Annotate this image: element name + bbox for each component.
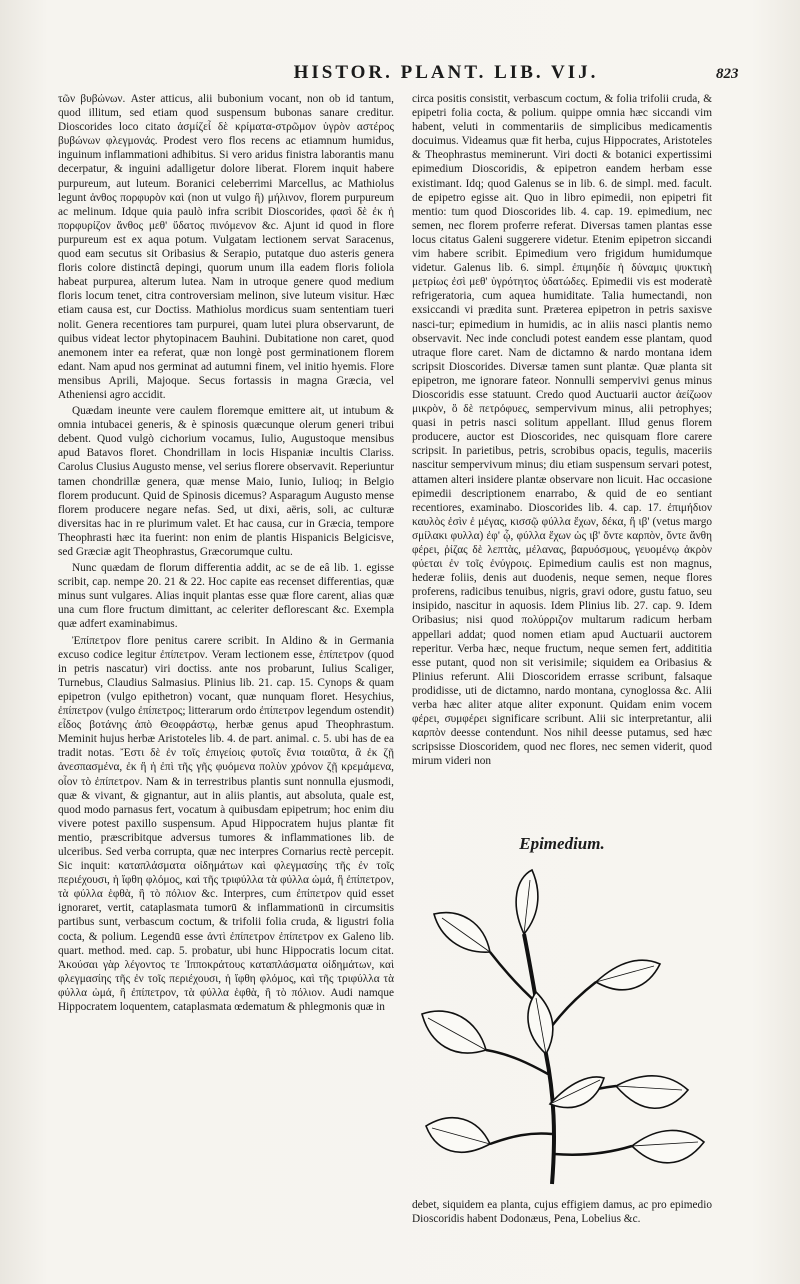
left-text-column xyxy=(58,92,394,1272)
epimedium-woodcut-illustration xyxy=(420,864,710,1194)
paragraph: Ἐπίπετρον flore penitus carere scribit. In Aldino & in Germania excuso codice legitur ἐπίπετρον. Veram lectionem esse, ἐπίπετρον (quod in petris nascatur) viri doctiss. ante nos probarunt, Iulius Scaliger, Turnebus, Claudius Salmasius. Plinius lib. 21. cap. 15. Cynops & quam epipetron (vulgo epithetron) vocant, quæ nunquam floret. Hesychius, ἐπίπετρον (vulgo ἐπίπετρος; litterarum ordo ἐπίπετρον legendum ostendit) εἶδος βοτάνης ἀπὸ Θεοφράστῳ, herbæ genus apud Theophrastum. Meminit hujus herbæ Aristoteles lib. 4. de part. animal. c. 5. ubi has de ea tradit notas. Ἔστι δὲ ἐν τοῖς ἐπιγείοις φυτοῖς ἔνια τοιαῦτα, ἃ ἐκ ζῇ ἀνεσπασμένα, ἐκ ἢ ἡ ἐπὶ τῆς γῆς φυόμενα πολὺν χρόνον ζῇ κρεμάμενα, οἷον τὸ ἐπίπετρον. Nam & in terrestribus plantis sunt nonnulla ejusmodi, quæ & vivant, & gignantur, aut in aliis plantis, aut absoluta, quale est, quod modo parnasus fert, vocatum à quibusdam epipetrum; hoc enim diu vivere potest paxillo suspensum. Apud Hippocratem hujus plantæ fit mentio, præscribitque adversus tumores & inflammationes lib. de ulceribus. Sed verba corrupta, quæ nec interpres Cornarius rectè percepit. Sic inquit: καταπλάσματα οἰδημάτων καὶ φλεγμασίης τῆς ἐν τοῖς περιέχουσι, ἡ ἴφθη φλόμος, καὶ τῆς τριφύλλα τὰ φύλλα ὠμά, ἢ ἐπίπετρον, τὰ φύλλα ἑφθὰ, ἢ τὸ πόλιον &c. Interpres, cum ἐπίπετρον quid esset ignoraret, vertit, cataplasmata tumorū & inflammationū in circumsitis partibus sunt, verbascum coctum, & trifolii folia cruda, & ligustri folia cocta, & polium. Legendū esse ἀντὶ ἐπίπετρον ἐπίπετρον ex Galeno lib. quart. method. med. cap. 5. probatur, ubi hunc Hippocratis locum citat. Ἀκούσαι γὰρ λέγοντος τε Ἱπποκράτους καταπλάσματα οἰδημάτων, καὶ φλεγμασίης τῆς ἐν τοῖς περιέχουσι, ἡ ἴφθη φλόμος, καὶ τῆς τριφύλλα τὰ φύλλα ὠμά, ἢ ἐπίπετρον, τὰ φύλλα ἑφθὰ, ἢ τὸ πόλιον. Audi namque Hippocratem loquentem, cataplasmata œdematum & phlegmonis quæ in xyxy=(58,634,394,1013)
right-text-column xyxy=(412,92,712,832)
running-head: HISTOR. PLANT. LIB. VIJ. xyxy=(293,62,599,83)
paragraph: Quædam ineunte vere caulem floremque emittere ait, ut intubum & omnia intubacei generis, & è spinosis quæcunque olerum generi tribui debent. Quod vulgò cichorium vocamus, Iulio, Augustoque mensibus apud Batavos floret. Chondrillam in locis Hispaniæ incultis Clariss. Carolus Clusius Augusto mense, vel serius florere observavit. Reperiuntur tamen chondrillæ genera, quæ mense Maio, Iunio, Iulioq; in Belgio florem producunt. Quid de Spinosis dicemus? Asparagum Augusto mense florem producere negare nefas. Sed, ut dixi, aëris, soli, ac culturæ diversitas hac in re plurimum valet. Et hac causa, cur in Græcia, tempore Theophrasti hæc ita fuerint: non enim de plantis Hispanicis Belgicisve, sed Græciæ agit Theophrastus, Græcorumque cultu. xyxy=(58,405,394,558)
figure-title: Epimedium. xyxy=(519,834,605,853)
paragraph: τῶν βυβώνων. Aster atticus, alii bubonium vocant, non ob id tantum, quod illitum, sed etiam quod suspensum bubonas sanare creditur. Dioscorides loco citato ἀσμίζεἷ δὲ κρίματα-στρῶμον ὑγρὸν αστέρος βυβώνων φλεγμονάς. Prodest vero flos recens ac etiamnum humidus, inguinum inflammationi adhibitus. Si vero aridus finistra laborantis manu decerpatur, & inguini adalligetur dolore liberat. Florem inquit habere purpureum, aut luteum. Boranici celeberrimi Marcellus, ac Mathiolus legunt ἀνθος πορφυρὸν καὶ (non ut vulgo ἢ) μήλινον, florem purpureum ac melinum. Idque quia paulò infra scribit Dioscorides, φασὶ δὲ ἐκ ἡ πορφυρίζον ἄνθος μεθ' ὕδατος πινόμενον &c. Ajunt id quod in flore purpureum est ex aqua potum. Vulgatam lectionem servat Saracenus, quod eam secutus sit Oribasius & Serapio, putatque duo asteris genera floris colore distinctâ depingi, quorum unum illa eadem floris foliola habeat purpurea, alterum lutea. Nam in utroque genere quod medium floris locum tenet, citra controversiam melinon, sive luteum visitur. Hæc etiam causa est, cur Doctiss. Mathiolus mordicus suam sententiam tueri nolit. Genera recentiores tam purpurei, quam lutei plura observarunt, de quibus videat lector phytopinacem Bauhini. Dubitatione non caret, quod anemonem inter ea referat, quæ non longè post germinationem florem edant. Nam apud nos germinat ad autumni finem, vel initio hyemis. Flore mensibus Aprili, Majoque. Secus fortassis in magna Græcia, vel Atheniensi agro accidit. xyxy=(58,93,394,401)
page-number: 823 xyxy=(716,66,739,82)
figure-caption-text: debet, siquidem ea planta, cujus effigiem damus, ac pro epimedio Dioscoridis habent Dodonæus, Pena, Lobelius &c. xyxy=(412,1199,712,1226)
paragraph: Nunc quædam de florum differentia addit, ac se de eâ lib. 1. egisse scribit, cap. nempe 20. 21 & 22. Hoc capite eas recenset differentias, quæ minus sunt vulgares. Alias inquit plantas esse quæ flore carent, alias quæ una cum flore fructum dimittant, ac celeriter deflorescant &c. Exempla quæ adfert examinabimus. xyxy=(58,562,394,631)
paragraph: circa positis consistit, verbascum coctum, & folia trifolii cruda, & epipetri folia cocta, & polium. quippe omnia hæc siccandi vim habent, veluti in commentariis de simplicibus medicamentis docuimus. Videamus quæ fit herba, cujus Hippocrates, Aristoteles & Theophrastus meminerunt. Viri docti & botanici expertissimi epimedium Dioscoridis, & epipetron eandem herbam esse existimant. Idq; quod Galenus se in lib. 6. de simpl. med. facult. de epipetro egisse ait. Quo in libro epimedii, non epipetri fit mentio: tum quod Dioscorides lib. 4. cap. 19. epimedium, nec semen, nec florem proferre referat. Diversas tamen plantas esse locus citatus Galeni suggerere videtur. Etenim epipetron siccandi vim habere scribit. Epimedium vero frigidum humidumque videtur. Galenus lib. 6. simpl. ἐπιμηδίε ἡ δύναμις ψυκτικὴ μετρίως ἐσὶ μεθ' ὑγρότητος ὑδατώδες. Epimedii vis est moderatè refrigeratoria, cum aquea humiditate. Talia humectandi, non exsiccandi vi prædita sunt. Præterea epipetron in petris saxisve nasci-tur; epimedium in humidis, ac in aliis nasci plantis nemo observavit. Nec inde concludi potest eandem esse plantam, quod utraque flore caret. Nam de dictamno & nardo montana idem scripsit Dioscorides. Diversæ tamen sunt plantæ. Quæ planta sit epipetron, me ignorare fateor. Nonnulli sempervivi genus minus Dioscoridis esse statuunt. Credo quod Auctuarii auctor ἀείζωον μικρὸν, ὃ δὲ πετρόφυες, sempervivum minus, alii petrophyes; quasi in petris nasci solitum appellant. Illud genus florem producere, auctor est Dioscorides, nec quisquam flore carere scripsit. In parietibus, petris, scrobibus opacis, tegulis, maceriis nascitur sempervivum minus; diu etiam suspensum servari potest, attamen alteri insidere plantæ observare non licuit. Hac occasione epimedii descriptionem enarrabo, & quid de eo sentiant recentiores, examinabo. Dioscorides lib. 4. cap. 17. ἐπιμήδιον καυλὸς ἐσὶν ἐ μέγας, κισσῷ φύλλα ἔχων, δέκα, ἢ ιβ' (vetus margo σμίλακι φυλλα) ἐφ' ᾧ, φύλλα ἔχων ὡς ιβ' ὅντε καρπὸν, ὅντε ἄνθη φέρει, ῥίζας δὲ λεπτὰς, μέλανας, βαρυόσμους, γευομένῳ ἀκρὸν φύεται ἐν τοῖς ἐνύγροις. Epimedium caulis est non magnus, hederæ foliis, denis aut duodenis, neque semen, neque flores proferens, radicibus tenuibus, nigris, gravi odore, gustu fatuo, seu insipido, nascitur in aquosis. Idem Plinius lib. 27. cap. 9. Idem Oribasius; nisi quod πολύρριζον multarum radicum herbam appellari addat; quod nomen etiam apud Auctuarii auctorem reperitur. Verba hæc, neque fructum, neque semen fert, addititia esse putant, quod non sit verisimile; siquidem ea Oribasius & Plinius referunt. Alii Dioscoridem errasse scribunt, falsaque prodidisse, uti de dictamno, nardo montana, cynoglossa &c. Alii verba hæc aliter atque aliter exponunt. Quidam enim vocem φέρει, συμφέρει significare scribunt. Alii sic interpretantur, alii καρπὸν deesse contendunt. Nos nihil deesse putamus, sed hæc scripsisse Dioscoridem, quod nec flores, nec semen viderit, quod mirum videri non xyxy=(412,93,712,768)
